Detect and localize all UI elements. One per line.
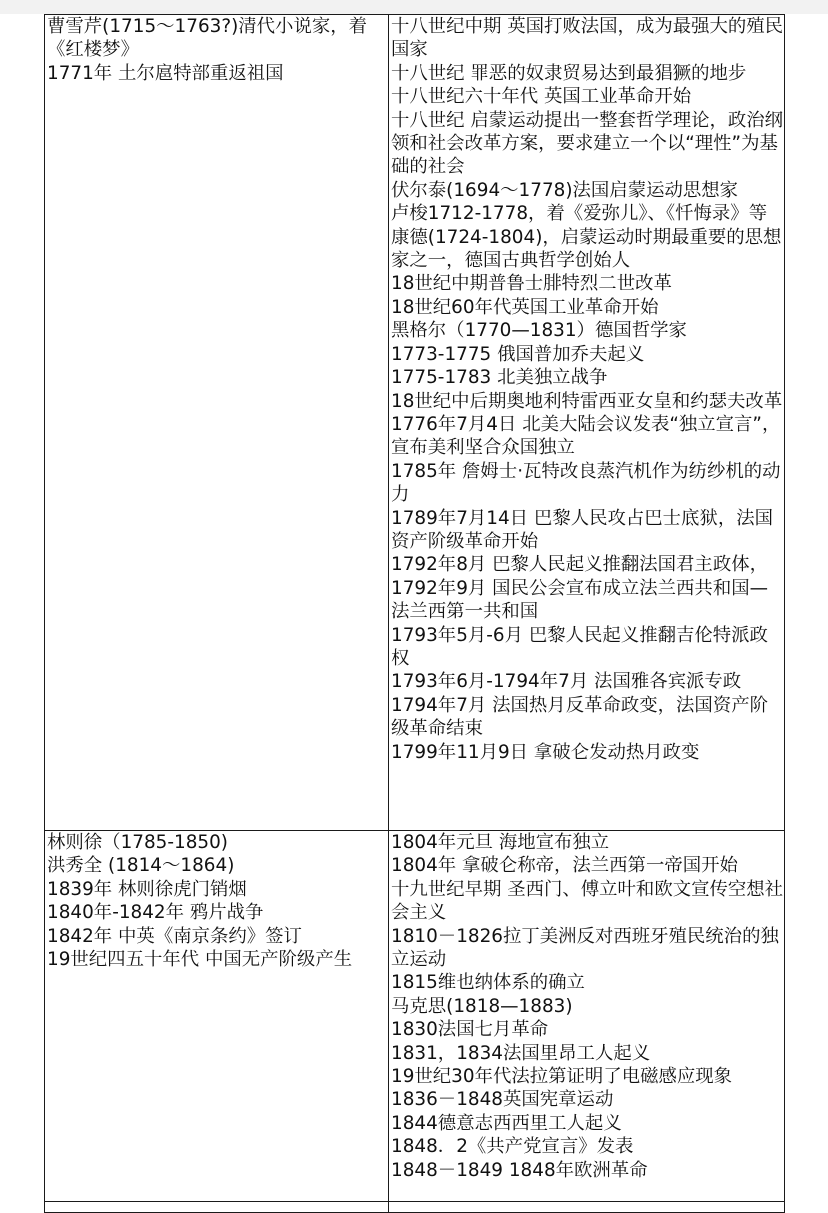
entry-text: 十九世纪早期 圣西门、傅立叶和欧文宣传空想社会主义	[391, 878, 784, 924]
entry-text: 1848－1849 1848年欧洲革命	[391, 1159, 648, 1181]
entry-text: 马克思(1818—1883)	[391, 995, 573, 1017]
left-cell	[45, 1202, 389, 1213]
entry-text: 19世纪30年代法拉第证明了电磁感应现象	[391, 1066, 733, 1088]
entry-text: 1842年 中英《南京条约》签订	[47, 925, 302, 947]
entry-text: 卢梭1712-1778，着《爱弥儿》、《忏悔录》等	[391, 203, 768, 225]
entry-text: 18世纪中期普鲁士腓特烈二世改革	[391, 273, 672, 295]
entry-text: 1804年 拿破仑称帝，法兰西第一帝国开始	[391, 855, 738, 877]
entry-text: 1799年11月9日 拿破仑发动热月政变	[391, 741, 700, 763]
entry-text: 1836－1848英国宪章运动	[391, 1089, 614, 1111]
right-cell	[389, 1202, 785, 1213]
entry-text: 1840年-1842年 鸦片战争	[47, 902, 264, 924]
entry-text: 曹雪芹(1715～1763?)清代小说家，着《红楼梦》	[47, 16, 368, 61]
entry-text: 1785年 詹姆士·瓦特改良蒸汽机作为纺纱机的动力	[391, 460, 781, 506]
entry-text: 19世纪四五十年代 中国无产阶级产生	[47, 949, 353, 971]
left-cell	[45, 831, 389, 1202]
history-timeline-table	[44, 14, 785, 1213]
right-cell	[389, 831, 785, 1202]
right-cell	[389, 15, 785, 831]
entry-text: 十八世纪中期 英国打败法国，成为最强大的殖民国家	[391, 16, 784, 61]
entry-text: 1839年 林则徐虎门销烟	[47, 878, 247, 900]
entry-text: 1810－1826拉丁美洲反对西班牙殖民统治的独立运动	[391, 925, 779, 971]
entry-text: 十八世纪六十年代 英国工业革命开始	[391, 86, 692, 108]
entry-text: 十八世纪 罪恶的奴隶贸易达到最猖獗的地步	[391, 62, 747, 84]
entry-text: 1804年元旦 海地宣布独立	[391, 832, 610, 853]
entry-text: 洪秀全 (1814～1864)	[47, 855, 235, 877]
entry-text: 1815维也纳体系的确立	[391, 972, 585, 994]
entry-text: 1773-1775 俄国普加乔夫起义	[391, 343, 645, 365]
entry-text: 1794年7月 法国热月反革命政变，法国资产阶级革命结束	[391, 694, 768, 740]
entry-text: 18世纪中后期奥地利特雷西亚女皇和约瑟夫改革	[391, 390, 783, 412]
entry-text: 林则徐（1785-1850)	[47, 832, 228, 853]
entry-text: 18世纪60年代英国工业革命开始	[391, 296, 659, 318]
entry-text: 十八世纪 启蒙运动提出一整套哲学理论，政治纲领和社会改革方案，要求建立一个以“理性”为基础的社会	[391, 109, 784, 178]
top-strip	[0, 0, 828, 14]
entry-text: 康德(1724-1804)，启蒙运动时期最重要的思想家之一，德国古典哲学创始人	[391, 226, 782, 272]
entry-text: 黑格尔（1770—1831）德国哲学家	[391, 320, 687, 342]
table-row	[45, 831, 785, 1202]
entry-text: 1844德意志西西里工人起义	[391, 1112, 622, 1134]
entry-text: 1848．2《共产党宣言》发表	[391, 1136, 634, 1158]
entry-text: 1830法国七月革命	[391, 1019, 549, 1041]
entry-text: 1831，1834法国里昂工人起义	[391, 1042, 651, 1064]
table-row	[45, 1202, 785, 1213]
entry-text: 1776年7月4日 北美大陆会议发表“独立宣言”，宣布美利坚合众国独立	[391, 413, 781, 459]
entry-text: 1771年 土尔扈特部重返祖国	[47, 62, 284, 84]
left-cell	[45, 15, 389, 831]
entry-text: 1793年6月-1794年7月 法国雅各宾派专政	[391, 671, 742, 693]
entry-text: 1775-1783 北美独立战争	[391, 367, 608, 389]
entry-text: 伏尔泰(1694～1778)法国启蒙运动思想家	[391, 179, 739, 201]
entry-text: 1792年8月 巴黎人民起义推翻法国君主政体， 1792年9月 国民公会宣布成立法兰西共和国—法兰西第一共和国	[391, 554, 768, 623]
entry-text: 1793年5月-6月 巴黎人民起义推翻吉伦特派政权	[391, 624, 768, 669]
table-row	[45, 15, 785, 831]
entry-text: 1789年7月14日 巴黎人民攻占巴士底狱，法国资产阶级革命开始	[391, 507, 774, 552]
